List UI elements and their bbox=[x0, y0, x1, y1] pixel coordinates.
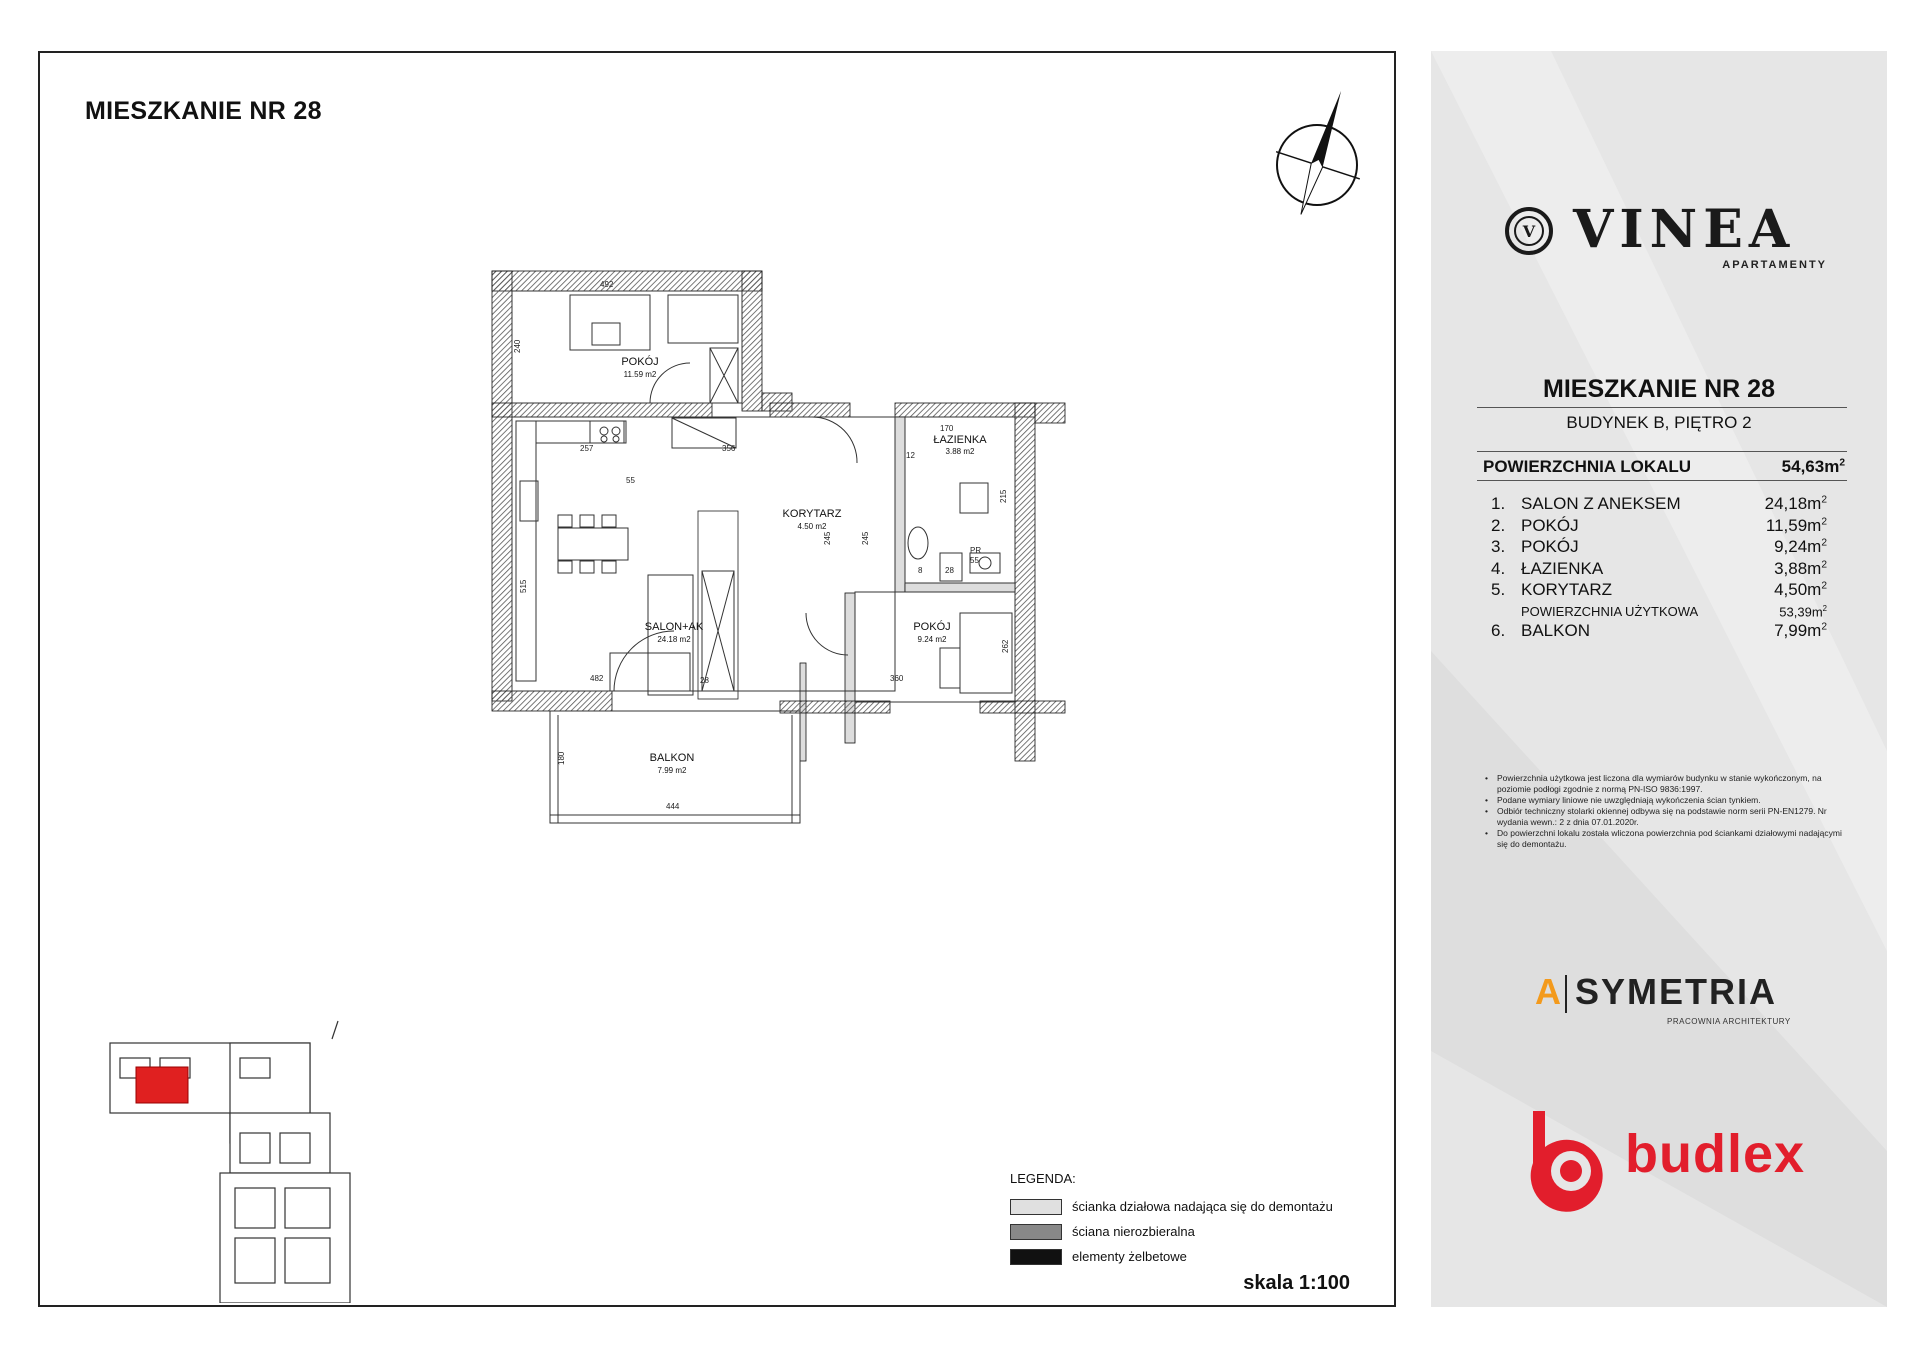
legend-swatch bbox=[1010, 1249, 1062, 1265]
list-item bbox=[1481, 621, 1847, 643]
legend-title: LEGENDA: bbox=[1010, 1171, 1076, 1186]
dim-label: 360 bbox=[890, 674, 904, 683]
room-area: $4,50m^2$ bbox=[1774, 580, 1827, 599]
symetria-logo bbox=[1535, 971, 1805, 1031]
dim-label: 170 bbox=[940, 424, 954, 433]
room-list bbox=[1481, 494, 1847, 642]
apartment-title: MIESZKANIE NR 28 bbox=[1543, 375, 1775, 403]
dim-label: 55 bbox=[970, 556, 979, 565]
total-area-label: POWIERZCHNIA LOKALU bbox=[1483, 457, 1692, 476]
budlex-wordmark: budlex bbox=[1625, 1124, 1806, 1184]
vinea-subtitle: APARTAMENTY bbox=[1722, 259, 1827, 271]
room-number: 1. bbox=[1491, 494, 1506, 513]
dim-label: PR bbox=[970, 546, 982, 555]
list-item bbox=[1481, 580, 1847, 602]
room-name: ŁAZIENKA bbox=[933, 434, 987, 446]
dim-label: 262 bbox=[1001, 639, 1010, 653]
dim-label: 245 bbox=[861, 531, 870, 545]
dim-label: 515 bbox=[519, 579, 528, 593]
dim-label: 257 bbox=[580, 444, 594, 453]
room-name: BALKON bbox=[649, 752, 695, 764]
vinea-wordmark: VINEA bbox=[1573, 199, 1796, 260]
dim-label: 8 bbox=[918, 566, 923, 575]
legend-swatch bbox=[1010, 1224, 1062, 1240]
north-arrow-icon bbox=[1252, 67, 1402, 217]
usable-area-label: POWIERZCHNIA UŻYTKOWA bbox=[1521, 603, 1699, 619]
legend-item bbox=[1010, 1244, 1390, 1269]
room-area: $24,18m^2$ bbox=[1764, 494, 1827, 513]
footnotes bbox=[1483, 773, 1853, 850]
room-area: 11.59 m2 bbox=[623, 370, 657, 379]
legend-label: elementy żelbetowe bbox=[1072, 1249, 1187, 1264]
footnote: • Do powierzchni lokalu została wliczona powierzchnia pod ściankami działowymi nadającymi się do demontażu. bbox=[1483, 828, 1853, 850]
room-area: $11,59m^2$ bbox=[1765, 515, 1827, 535]
room-area: 9.24 m2 bbox=[917, 635, 947, 644]
room-area: 7.99 m2 bbox=[657, 766, 687, 775]
room-name: SALON Z ANEKSEM bbox=[1521, 494, 1681, 513]
room-name: POKÓJ bbox=[1521, 515, 1579, 535]
list-item bbox=[1481, 559, 1847, 581]
room-name: POKÓJ bbox=[621, 356, 659, 368]
apartment-floor-plan bbox=[440, 253, 1170, 1043]
legend-item bbox=[1010, 1219, 1390, 1244]
usable-area-row bbox=[1481, 602, 1847, 621]
room-number: 6. bbox=[1491, 620, 1506, 640]
room-number: 2. bbox=[1491, 515, 1506, 535]
building-floor: BUDYNEK B, PIĘTRO 2 bbox=[1566, 413, 1752, 432]
symetria-divider bbox=[1565, 975, 1567, 1013]
vinea-emblem-icon bbox=[1501, 205, 1557, 257]
room-name: POKÓJ bbox=[1521, 537, 1579, 556]
room-name: KORYTARZ bbox=[1521, 580, 1612, 599]
dim-label: 55 bbox=[626, 476, 635, 485]
list-item bbox=[1481, 537, 1847, 559]
sheet-title: MIESZKANIE NR 28 bbox=[85, 97, 322, 125]
symetria-mark: A bbox=[1535, 971, 1561, 1012]
room-name: SALON+AK bbox=[644, 621, 704, 633]
list-item bbox=[1481, 516, 1847, 538]
divider bbox=[1477, 407, 1847, 408]
list-item bbox=[1481, 494, 1847, 516]
total-area-value: $54,63m^2$ bbox=[1781, 457, 1845, 476]
legend-label: ściana nierozbieralna bbox=[1072, 1224, 1195, 1239]
vinea-logo bbox=[1501, 199, 1841, 279]
usable-area-value: $53,39m^2$ bbox=[1779, 603, 1827, 619]
room-name: KORYTARZ bbox=[782, 508, 842, 520]
room-area: $3,88m^2$ bbox=[1774, 558, 1827, 578]
dim-label: 245 bbox=[823, 531, 832, 545]
dim-label: 28 bbox=[700, 676, 709, 685]
room-area: 24.18 m2 bbox=[657, 635, 691, 644]
info-panel bbox=[1431, 51, 1887, 1307]
floor-plan-sheet bbox=[38, 51, 1396, 1307]
footnote: • Podane wymiary liniowe nie uwzględniają wykończenia ścian tynkiem. bbox=[1483, 795, 1853, 806]
symetria-subtitle: PRACOWNIA ARCHITEKTURY bbox=[1667, 1017, 1791, 1026]
dim-label: 180 bbox=[557, 751, 566, 765]
legend bbox=[1010, 1171, 1390, 1269]
symetria-wordmark: SYMETRIA bbox=[1575, 971, 1778, 1012]
footnote: • Odbiór techniczny stolarki okiennej odbywa się na podstawie norm serii PN-EN1279. Nr wydania wewn.: 2 z dnia 07.01.2020r. bbox=[1483, 806, 1853, 828]
budlex-b-icon bbox=[1519, 1105, 1619, 1215]
footnote: • Powierzchnia użytkowa jest liczona dla wymiarów budynku w stanie wykończonym, na poziomie podłogi zgodnie z normą PN-ISO 9836:1997. bbox=[1483, 773, 1853, 795]
room-name: ŁAZIENKA bbox=[1521, 558, 1604, 578]
dim-label: 444 bbox=[666, 802, 680, 811]
legend-label: ścianka działowa nadająca się do demontażu bbox=[1072, 1199, 1333, 1214]
dim-label: 356 bbox=[722, 444, 736, 453]
total-area-row bbox=[1477, 451, 1847, 481]
room-number: 5. bbox=[1491, 580, 1506, 599]
building-key-plan bbox=[80, 1013, 380, 1303]
dim-label: 215 bbox=[999, 489, 1008, 503]
legend-swatch bbox=[1010, 1199, 1062, 1215]
room-area: $9,24m^2$ bbox=[1774, 537, 1827, 556]
svg-text:V: V bbox=[1522, 222, 1536, 241]
dim-label: 240 bbox=[513, 339, 522, 353]
budlex-logo bbox=[1519, 1105, 1819, 1215]
room-area: 3.88 m2 bbox=[945, 447, 975, 456]
scale-label: skala 1:100 bbox=[1243, 1272, 1350, 1294]
dim-label: 12 bbox=[906, 451, 915, 460]
room-area: $7,99m^2$ bbox=[1774, 620, 1827, 640]
room-name: POKÓJ bbox=[913, 621, 951, 633]
dim-label: 492 bbox=[600, 280, 614, 289]
room-area: 4.50 m2 bbox=[797, 522, 827, 531]
dim-label: 482 bbox=[590, 674, 604, 683]
legend-item bbox=[1010, 1194, 1390, 1219]
dim-label: 28 bbox=[945, 566, 954, 575]
apartment-highlight bbox=[136, 1067, 188, 1103]
room-number: 3. bbox=[1491, 537, 1506, 556]
room-number: 4. bbox=[1491, 558, 1506, 578]
room-name: BALKON bbox=[1521, 620, 1590, 640]
